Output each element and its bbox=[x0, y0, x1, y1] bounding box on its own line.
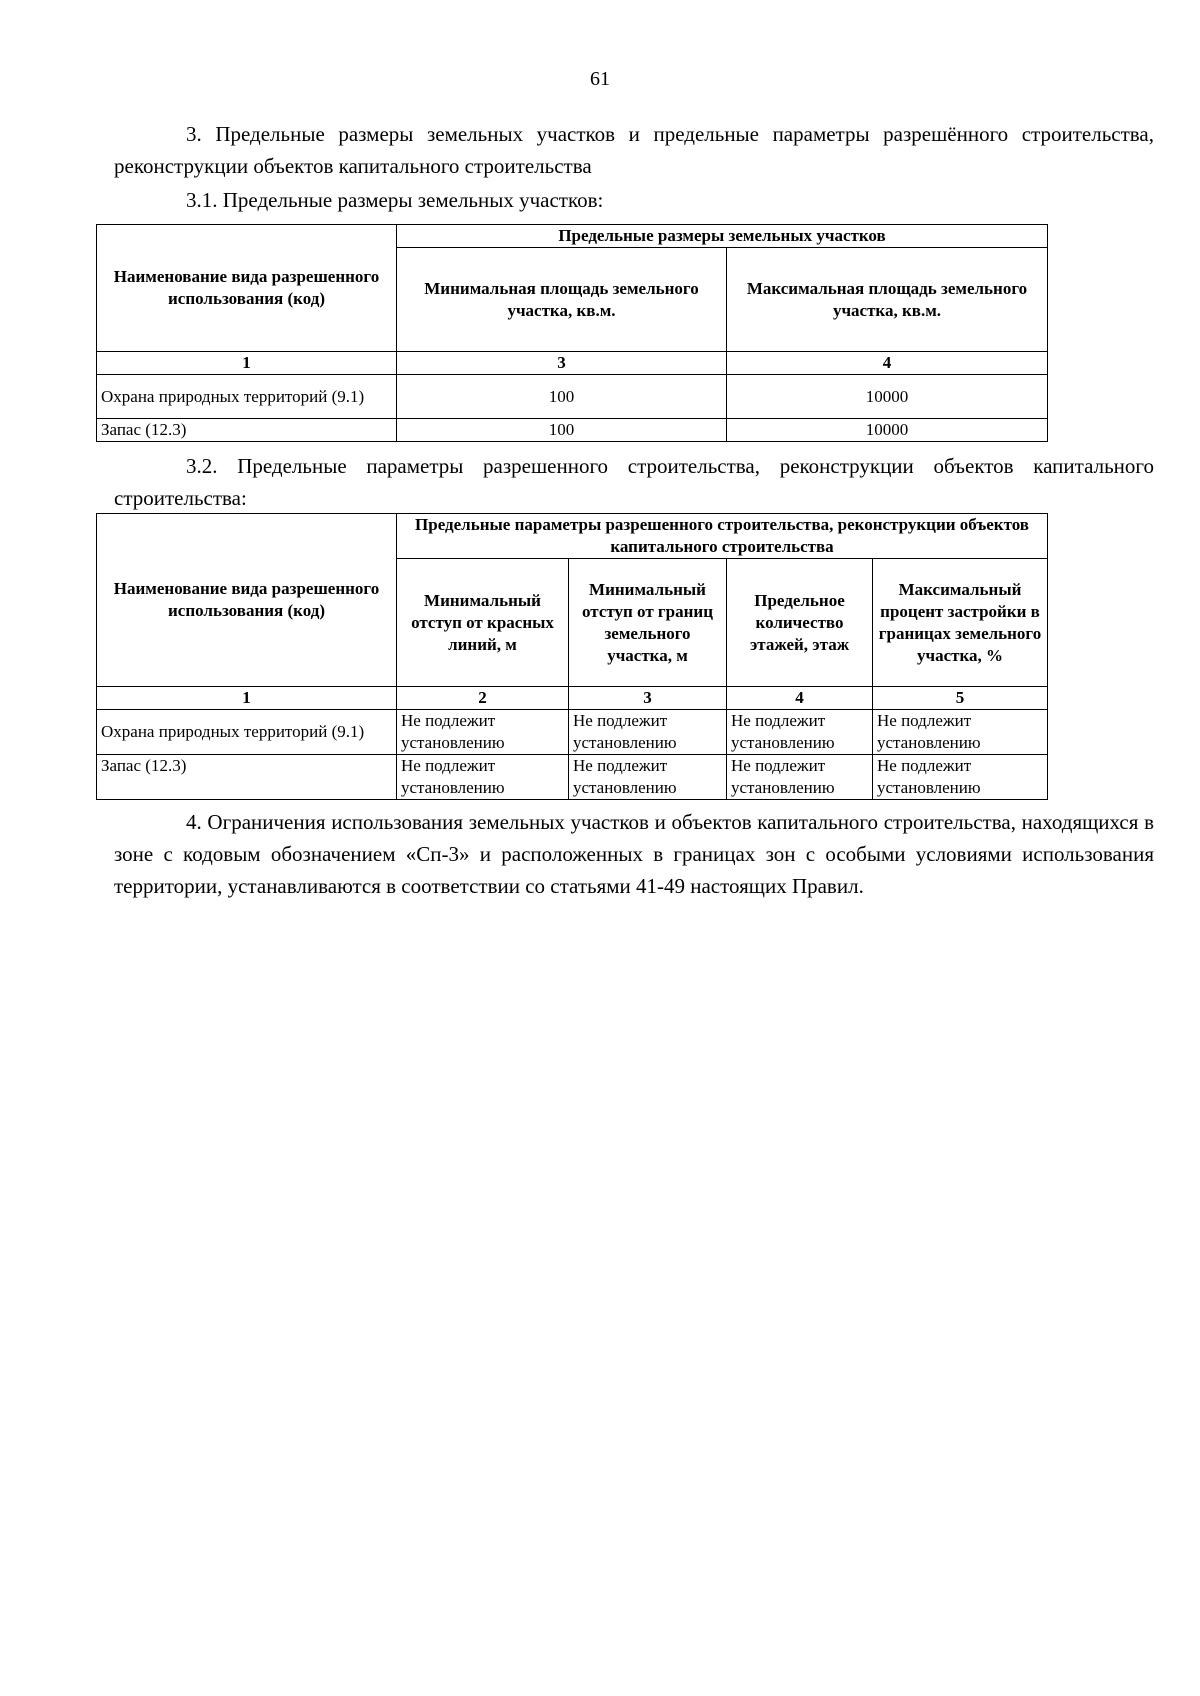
table-row bbox=[97, 419, 1048, 442]
table1-column-number: 4 bbox=[727, 352, 1048, 375]
table2-column-number: 2 bbox=[397, 687, 569, 710]
red-line-setback-value: Не подлежит установлению bbox=[397, 710, 569, 755]
land-plot-size-table bbox=[96, 224, 1048, 442]
subsection-3-2-heading: 3.2. Предельные параметры разрешенного строительства, реконструкции объектов капитального строительства: bbox=[114, 454, 1154, 510]
table2-group-header: Предельные параметры разрешенного строительства, реконструкции объектов капитального строительства bbox=[397, 514, 1048, 559]
permitted-use-name: Охрана природных территорий (9.1) bbox=[97, 375, 397, 419]
floors-value: Не подлежит установлению bbox=[727, 710, 873, 755]
permitted-use-name: Охрана природных территорий (9.1) bbox=[97, 710, 397, 755]
max-area-value: 10000 bbox=[727, 375, 1048, 419]
table-row bbox=[97, 375, 1048, 419]
table2-red-line-setback-header: Минимальный отступ от красных линий, м bbox=[397, 559, 569, 687]
min-area-value: 100 bbox=[397, 419, 727, 442]
table-row bbox=[97, 710, 1048, 755]
table1-group-header: Предельные размеры земельных участков bbox=[397, 225, 1048, 248]
coverage-value: Не подлежит установлению bbox=[873, 710, 1048, 755]
max-area-value: 10000 bbox=[727, 419, 1048, 442]
table2-column-number: 3 bbox=[569, 687, 727, 710]
table2-floors-header: Предельное количество этажей, этаж bbox=[727, 559, 873, 687]
table1-min-area-header: Минимальная площадь земельного участка, кв.м. bbox=[397, 248, 727, 352]
min-area-value: 100 bbox=[397, 375, 727, 419]
table2-boundary-setback-header: Минимальный отступ от границ земельного участка, м bbox=[569, 559, 727, 687]
section-4-text: 4. Ограничения использования земельных участков и объектов капитального строительства, находящихся в зоне с кодовым обозначением «Сп-3» и расположенных в границах зон с особыми условиями использования территории, устанавливаются в соответствии со статьями 41-49 настоящих Правил. bbox=[114, 810, 1154, 898]
table1-max-area-header: Максимальная площадь земельного участка, кв.м. bbox=[727, 248, 1048, 352]
table-row bbox=[97, 755, 1048, 800]
table1-name-header: Наименование вида разрешенного использования (код) bbox=[97, 225, 397, 352]
coverage-value: Не подлежит установлению bbox=[873, 755, 1048, 800]
permitted-use-name: Запас (12.3) bbox=[97, 755, 397, 800]
table2-coverage-header: Максимальный процент застройки в границах земельного участка, % bbox=[873, 559, 1048, 687]
table1-column-number: 1 bbox=[97, 352, 397, 375]
table2-column-number: 4 bbox=[727, 687, 873, 710]
floors-value: Не подлежит установлению bbox=[727, 755, 873, 800]
section-3-heading: 3. Предельные размеры земельных участков и предельные параметры разрешённого строительства, реконструкции объектов капитального строительства bbox=[114, 122, 1154, 178]
table2-column-number: 5 bbox=[873, 687, 1048, 710]
subsection-3-1-heading: 3.1. Предельные размеры земельных участков: bbox=[186, 188, 604, 212]
table2-name-header: Наименование вида разрешенного использования (код) bbox=[97, 514, 397, 687]
permitted-use-name: Запас (12.3) bbox=[97, 419, 397, 442]
construction-parameters-table bbox=[96, 513, 1048, 800]
table1-column-number: 3 bbox=[397, 352, 727, 375]
red-line-setback-value: Не подлежит установлению bbox=[397, 755, 569, 800]
page-number: 61 bbox=[590, 68, 610, 90]
boundary-setback-value: Не подлежит установлению bbox=[569, 755, 727, 800]
boundary-setback-value: Не подлежит установлению bbox=[569, 710, 727, 755]
table2-column-number: 1 bbox=[97, 687, 397, 710]
